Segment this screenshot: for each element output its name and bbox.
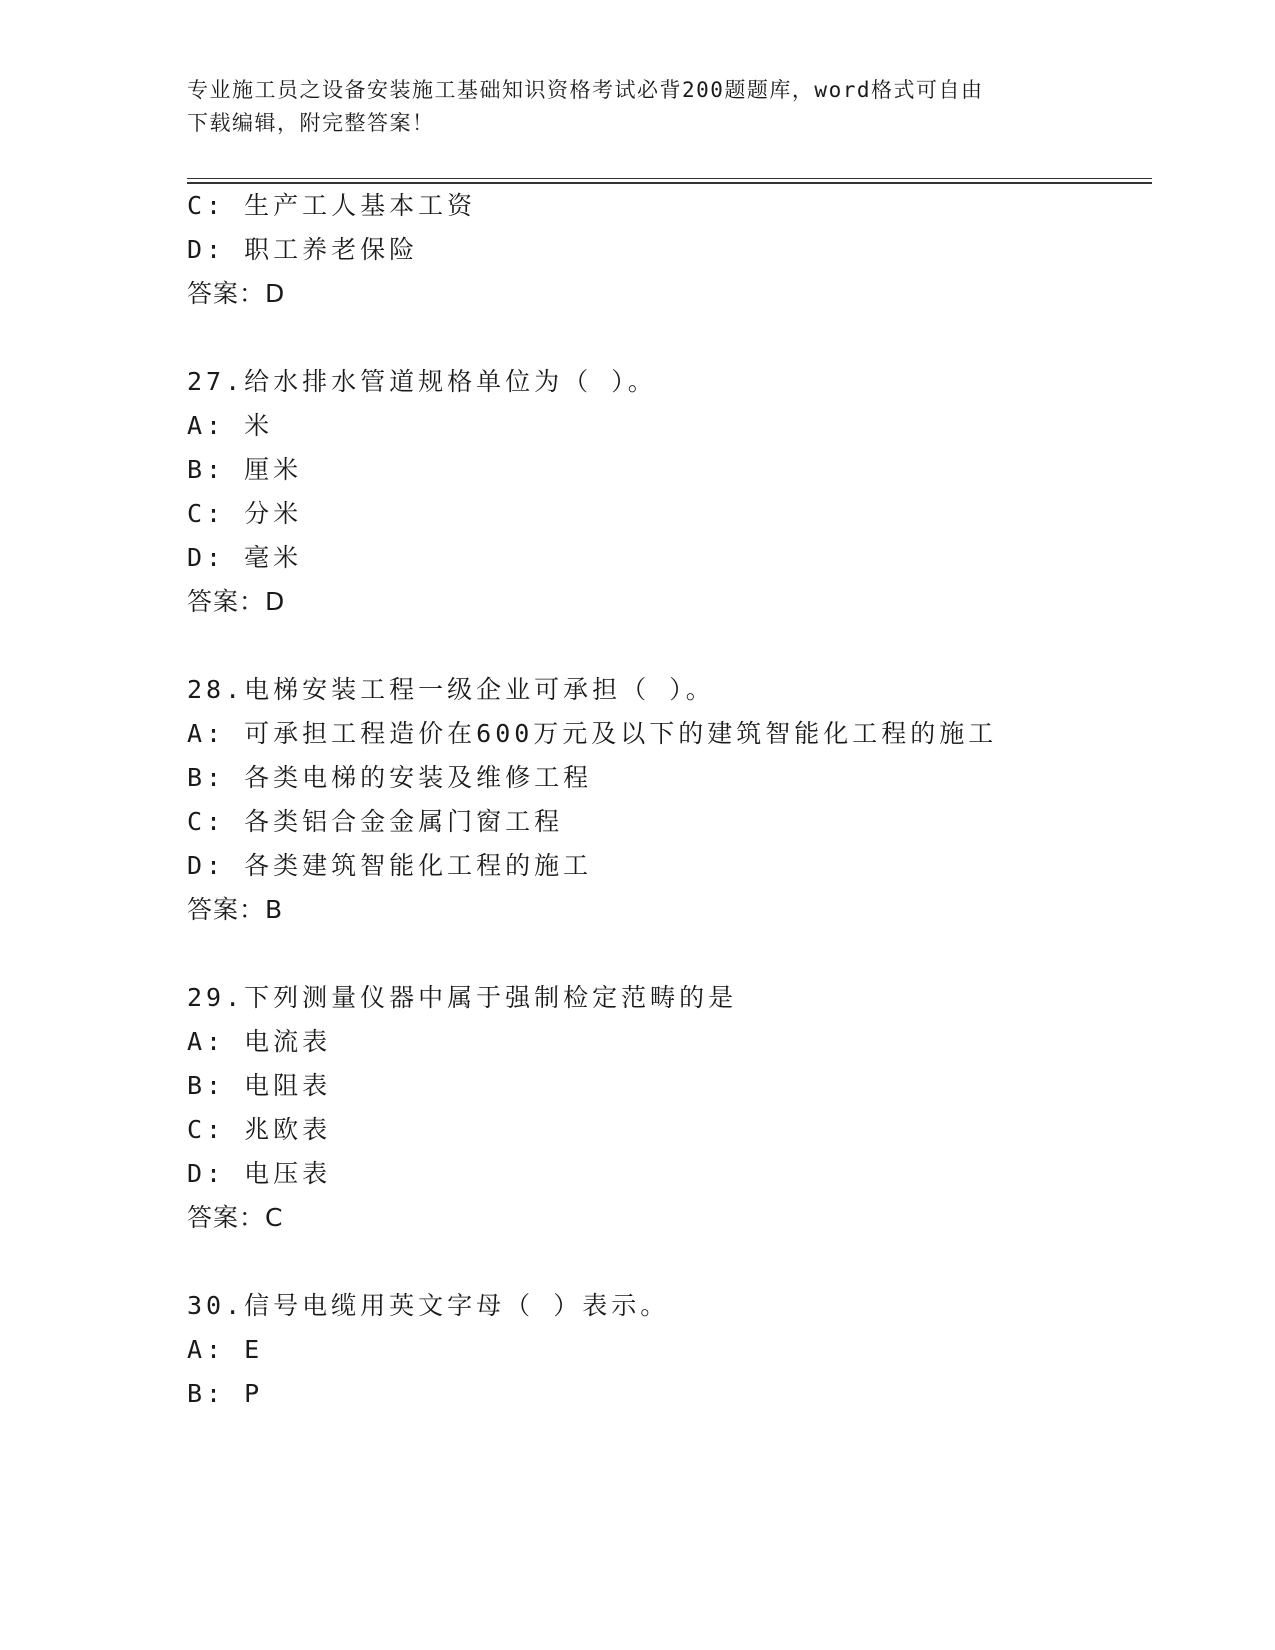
option-line: A: 米: [187, 411, 274, 440]
option-line: B: 厘米: [187, 455, 303, 484]
option-line: D: 毫米: [187, 543, 303, 572]
document-header: [187, 74, 1067, 140]
option-line: D: 各类建筑智能化工程的施工: [187, 851, 593, 880]
option-line: C: 兆欧表: [187, 1115, 332, 1144]
option-line: B: 电阻表: [187, 1071, 332, 1100]
option-line: C: 分米: [187, 499, 303, 528]
question-line: 27.给水排水管道规格单位为（ ）。: [187, 367, 657, 396]
answer-line: 答案：D: [187, 279, 286, 308]
option-line: D: 职工养老保险: [187, 235, 419, 264]
answer-line: 答案：B: [187, 895, 284, 924]
header-divider-thick: [187, 182, 1152, 184]
option-line: B: P: [187, 1379, 264, 1408]
option-line: B: 各类电梯的安装及维修工程: [187, 763, 593, 792]
header-line-1: 专业施工员之设备安装施工基础知识资格考试必背200题题库，word格式可自由: [187, 78, 984, 102]
question-line: 29.下列测量仪器中属于强制检定范畴的是: [187, 983, 738, 1012]
answer-line: 答案：C: [187, 1203, 284, 1232]
option-line: A: E: [187, 1335, 264, 1364]
option-line: D: 电压表: [187, 1159, 332, 1188]
option-line: A: 电流表: [187, 1027, 332, 1056]
option-line: C: 各类铝合金金属门窗工程: [187, 807, 564, 836]
question-line: 28.电梯安装工程一级企业可承担（ ）。: [187, 675, 715, 704]
option-line: C: 生产工人基本工资: [187, 191, 477, 220]
question-line: 30.信号电缆用英文字母（ ）表示。: [187, 1291, 670, 1320]
header-line-2: 下载编辑，附完整答案！: [187, 111, 435, 135]
header-divider-thin: [187, 178, 1152, 179]
answer-line: 答案：D: [187, 587, 286, 616]
option-line: A: 可承担工程造价在600万元及以下的建筑智能化工程的施工: [187, 719, 998, 748]
